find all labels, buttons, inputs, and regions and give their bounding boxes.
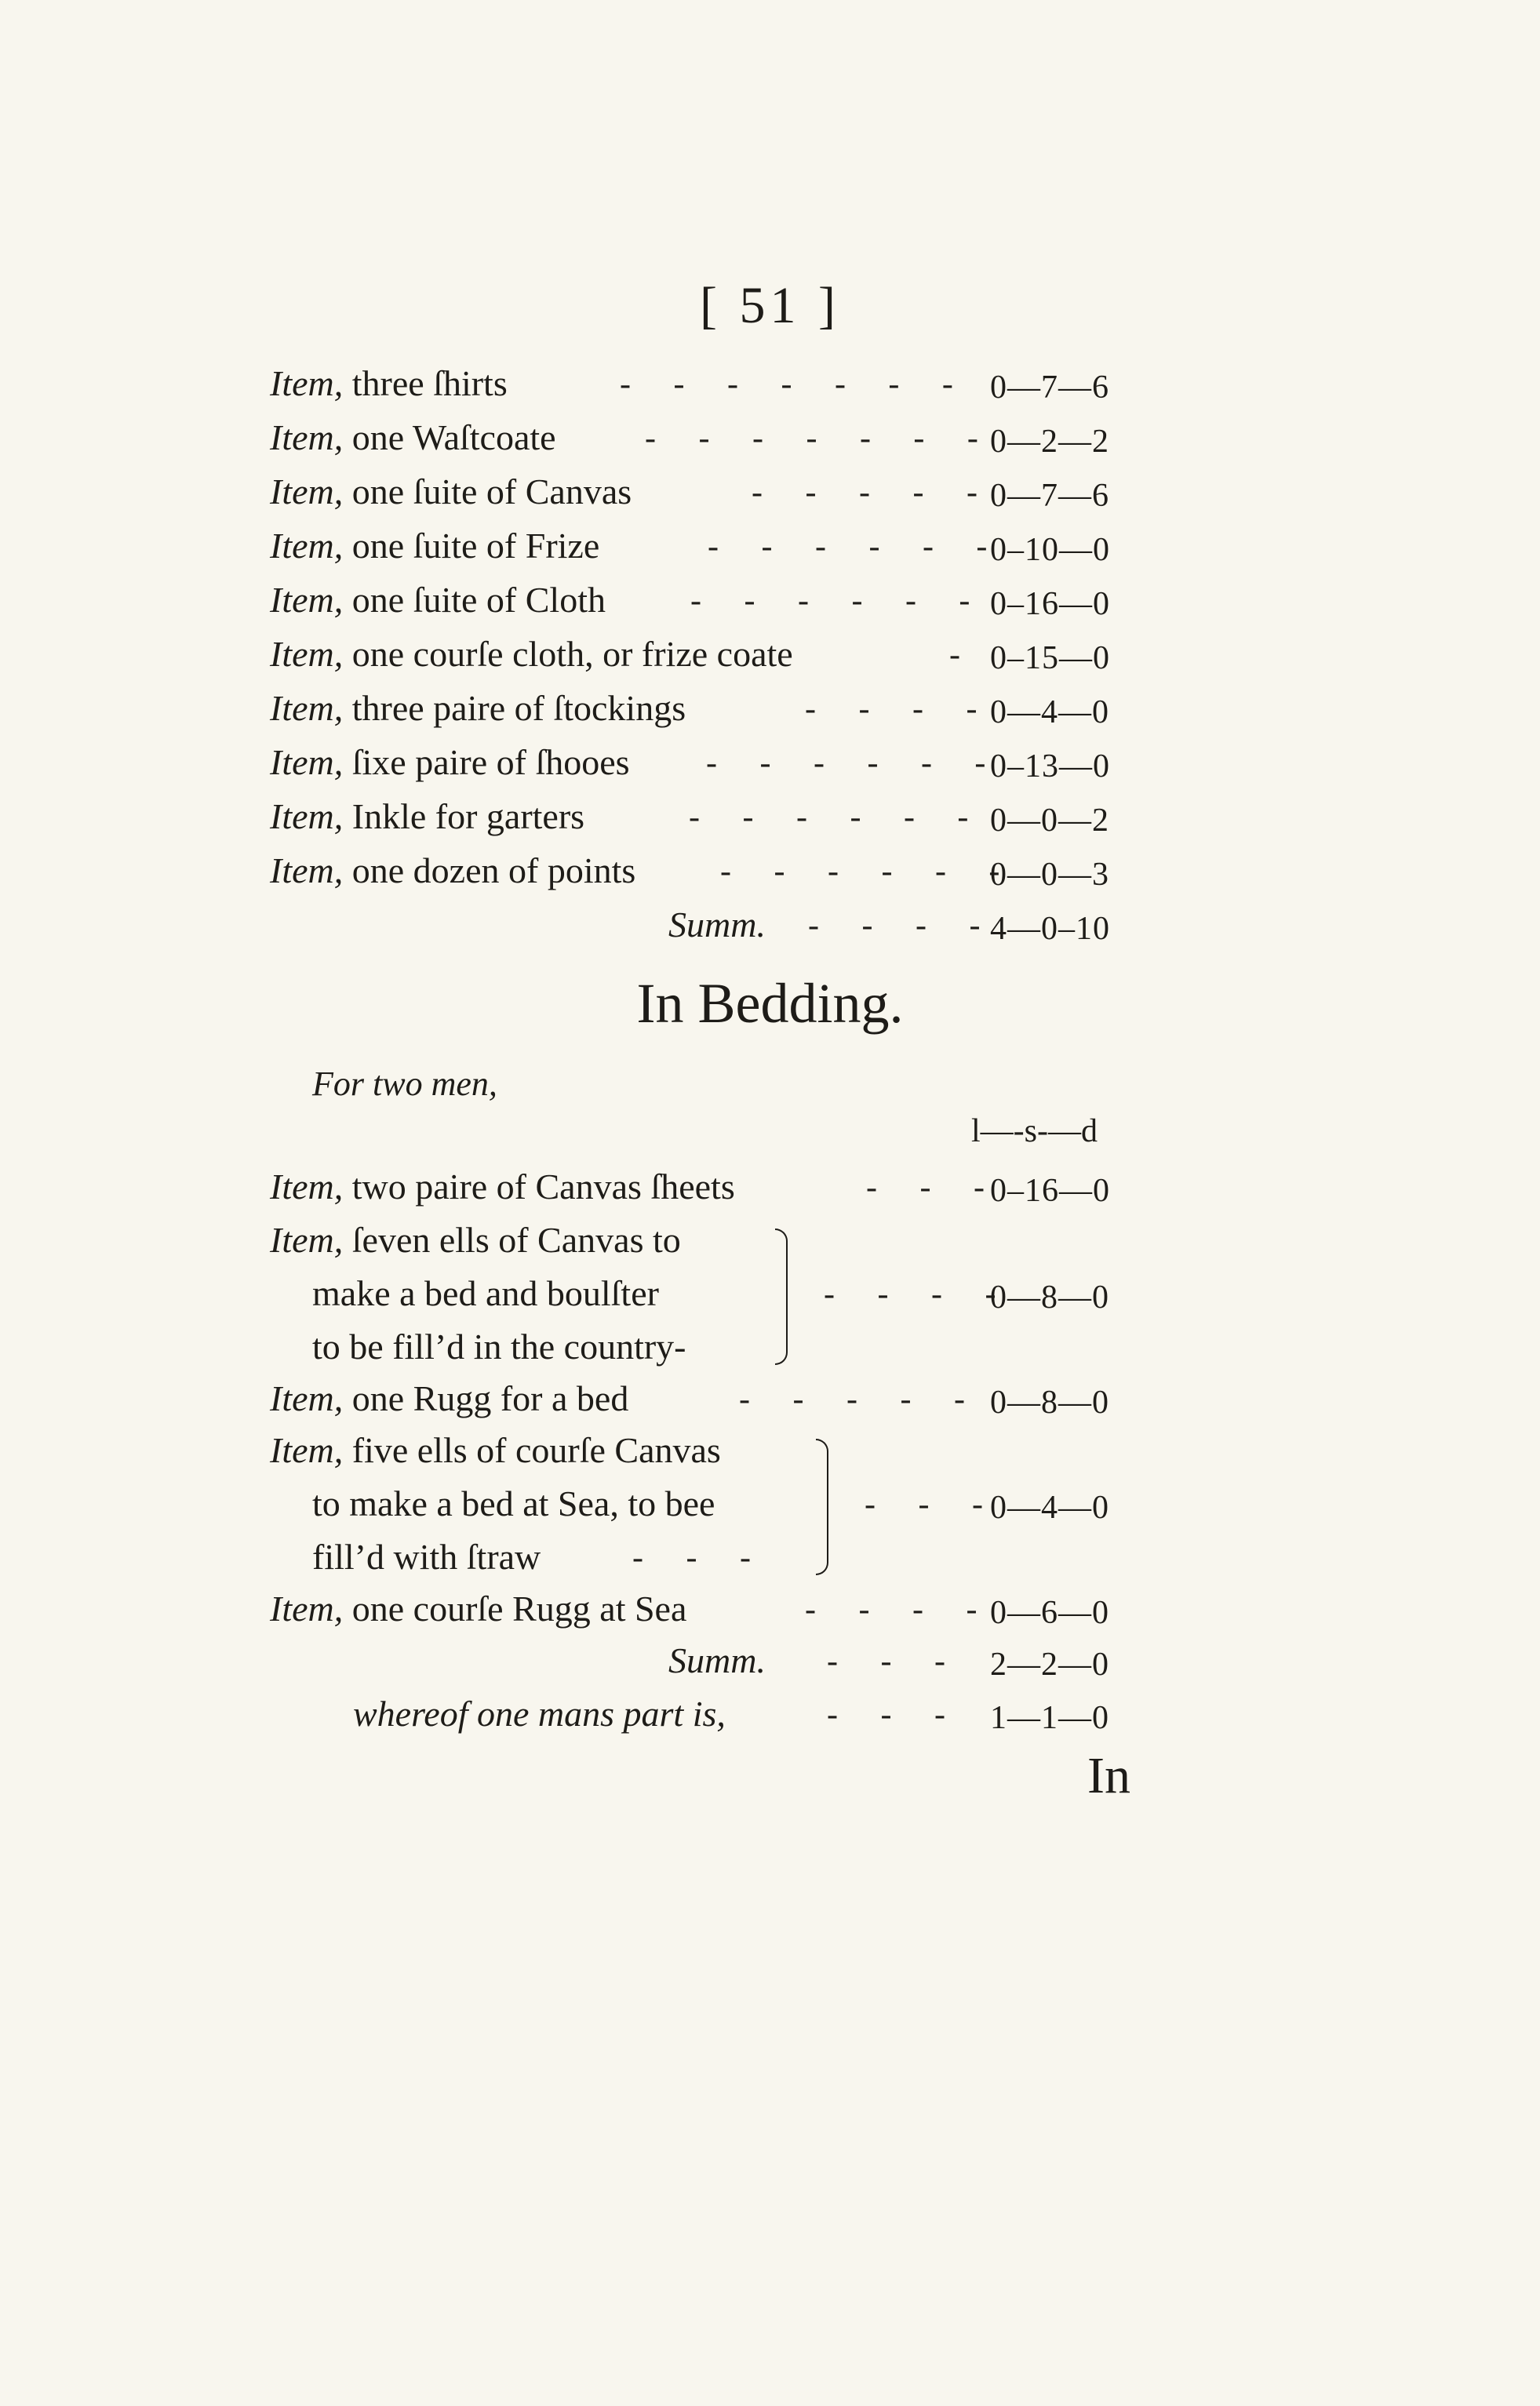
list-item: Item, one Waſtcoate: [270, 417, 556, 457]
sum-amount: 4—0–10: [990, 911, 1110, 947]
leader-dots: - - - -: [805, 1592, 995, 1628]
list-item: Item, three ſhirts: [270, 363, 508, 403]
leader-dots: - - -: [866, 1170, 1002, 1206]
page-number: [ 51 ]: [700, 277, 840, 334]
sum-label: Summ.: [668, 905, 766, 945]
amount: 0–10—0: [990, 532, 1110, 568]
amount: 0–13—0: [990, 748, 1110, 784]
brace: [816, 1439, 828, 1575]
list-item-line: Item, ſeven ells of Canvas to: [270, 1220, 681, 1260]
leader-dots: - - - - -: [752, 475, 995, 511]
list-item: Item, one courſe Rugg at Sea: [270, 1589, 687, 1629]
section-subheading: For two men,: [312, 1065, 497, 1103]
amount: 0–16—0: [990, 586, 1110, 622]
amount: 0—6—0: [990, 1595, 1109, 1631]
list-item: Item, one courſe cloth, or frize coate: [270, 634, 793, 674]
sum-amount: 2—2—0: [990, 1647, 1109, 1683]
leader-dots: - - - - - - -: [645, 420, 996, 457]
leader-dots: - - - -: [808, 908, 998, 944]
amount: 0—7—6: [990, 478, 1109, 514]
leader-dots: - - -: [865, 1487, 1000, 1523]
leader-dots: - - - - - - -: [620, 366, 970, 402]
catchword: In: [1087, 1747, 1130, 1804]
leader-dots: -: [949, 637, 978, 673]
list-item: Item, three paire of ſtockings: [270, 688, 686, 728]
amount: 0—4—0: [990, 694, 1109, 730]
leader-dots: - - -: [827, 1643, 963, 1680]
amount: 0–15—0: [990, 640, 1110, 676]
leader-dots: - - - - - -: [720, 854, 1018, 890]
list-item: Item, two paire of Canvas ſheets: [270, 1167, 735, 1207]
share-amount: 1—1—0: [990, 1700, 1109, 1736]
list-item-line: fill’d with ſtraw: [312, 1537, 541, 1577]
list-item: Item, one ſuite of Canvas: [270, 471, 632, 511]
amount: 0—0—3: [990, 857, 1109, 893]
list-item: Item, one dozen of points: [270, 850, 636, 890]
leader-dots: - - - - - -: [706, 745, 1003, 781]
list-item-line: to make a bed at Sea, to bee: [312, 1483, 715, 1523]
leader-dots: - - - -: [805, 691, 995, 727]
list-item: Item, ſixe paire of ſhooes: [270, 742, 630, 782]
section-heading: In Bedding.: [636, 972, 904, 1035]
amount: 0—8—0: [990, 1385, 1109, 1421]
list-item: Item, one ſuite of Frize: [270, 526, 600, 566]
list-item-line: to be fill’d in the country-: [312, 1327, 686, 1367]
amount: 0—7—6: [990, 369, 1109, 406]
amount: 0—2—2: [990, 424, 1109, 460]
share-label: whereof one mans part is,: [353, 1694, 726, 1734]
list-item: Item, one ſuite of Cloth: [270, 580, 606, 620]
brace: [775, 1228, 788, 1365]
list-item-line: make a bed and boulſter: [312, 1273, 659, 1313]
leader-dots: - - - - - -: [708, 529, 1005, 565]
list-item-line: Item, five ells of courſe Canvas: [270, 1430, 721, 1470]
amount: 0—4—0: [990, 1490, 1109, 1526]
leader-dots: - - -: [827, 1697, 963, 1733]
currency-units: l—-s-—d: [971, 1113, 1098, 1149]
leader-dots: - - -: [632, 1540, 768, 1576]
sum-label: Summ.: [668, 1640, 766, 1680]
list-item: Item, Inkle for garters: [270, 796, 585, 836]
amount: 0—0—2: [990, 803, 1109, 839]
list-item: Item, one Rugg for a bed: [270, 1378, 629, 1418]
amount: 0—8—0: [990, 1279, 1109, 1316]
leader-dots: - - - - - -: [690, 583, 988, 619]
leader-dots: - - - - -: [739, 1381, 982, 1418]
amount: 0–16—0: [990, 1173, 1110, 1209]
leader-dots: - - - -: [824, 1276, 1014, 1312]
leader-dots: - - - - - -: [689, 799, 986, 835]
